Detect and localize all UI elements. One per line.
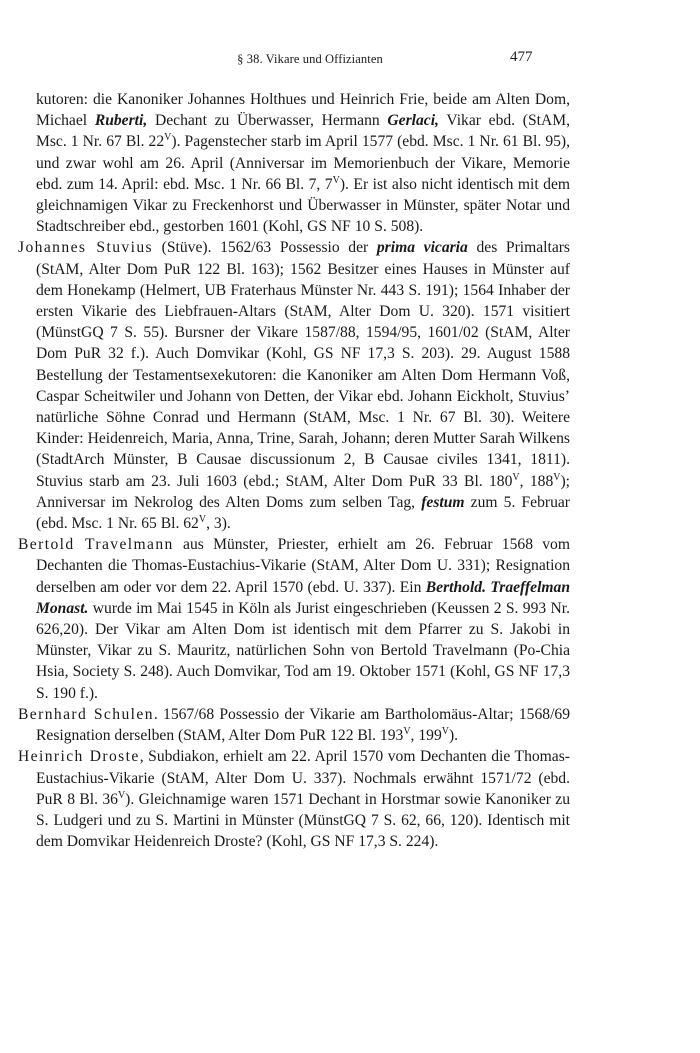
page-number: 477 (510, 49, 533, 65)
italic-term: Gerlaci, (387, 112, 439, 130)
entry-text: ). (448, 727, 459, 745)
verso-mark: V (512, 471, 520, 483)
entry-text: ). Er ist also nicht identisch mit dem gleichnamigen Vikar zu Freckenhorst und Überwasser in Münster, später Notar und Stadtschreiber ebd., gestorben 1601 (Kohl, GS NF 10 S. 508). (36, 175, 570, 236)
entry-text: wurde im Mai 1545 in Köln als Jurist eingeschrieben (Keussen 2 S. 993 Nr. 626,20). Der Vikar am Alten Dom ist identisch mit dem Pfarrer zu S. Jakobi in Münster, Vikar zu S. Mauritz, natürlichen Sohn von Bertold Travelmann (Po-Chia Hsia, Society S. 248). Auch Domvikar, Tod am 19. Oktober 1571 (Kohl, GS NF 17,3 S. 190 f.). (36, 599, 570, 702)
entry-text: , 188 (519, 472, 554, 490)
section-title: § 38. Vikare und Offizianten (237, 52, 383, 66)
entry-text: zum 5. Februar (ebd. Msc. 1 Nr. 65 Bl. 62 (36, 493, 570, 533)
entry-text: aus Münster, Priester, erhielt am 26. Februar 1568 vom Dechanten die Thomas-Eustachius-Vikarie (StAM, Alter Dom U. 331); Resignation derselben am oder vor dem 22. April 1570 (ebd. U. 337). Ein (36, 536, 570, 596)
italic-term: Berthold. Traeffelman Monast. (36, 578, 571, 617)
entry-text: ). Gleichnamige waren 1571 Dechant in Horstmar sowie Kanoniker zu S. Ludgeri und zu S. Martini in Münster (MünstGQ 7 S. 62, 66, 120). Identisch mit dem Domvikar Heidenreich Droste? (Kohl, GS NF 17,3 S. 224). (36, 790, 570, 851)
verso-mark: V (117, 789, 126, 801)
entry-continuation (18, 89, 570, 237)
entry-text: , 3). (206, 515, 231, 533)
verso-mark: V (403, 725, 411, 737)
entry-bernhard-schulen (18, 704, 570, 746)
verso-mark: V (198, 513, 207, 525)
person-name: Bernhard Schulen (18, 705, 154, 723)
entry-johannes-stuvius (18, 237, 570, 534)
person-name: Bertold Travelmann (18, 536, 174, 554)
person-name: Heinrich Droste (18, 748, 140, 766)
italic-term: Ruberti, (94, 112, 148, 130)
entry-text: (Stüve). 1562/63 Possessio der (153, 239, 377, 257)
person-name: Johannes Stuvius (18, 239, 154, 257)
entry-heinrich-droste (18, 746, 570, 852)
entry-text: ). Pagenstecher starb im April 1577 (ebd. Msc. 1 Nr. 61 Bl. 95), und zwar wohl am 26. April (Anniversar im Memorienbuch der Vikare, Memorie ebd. zum 14. April: ebd. Msc. 1 Nr. 66 Bl. 7, 7 (36, 133, 570, 193)
italic-term: prima vicaria (376, 239, 468, 257)
entry-text: . 1567/68 Possessio der Vikarie am Bartholomäus-Altar; 1568/69 Resignation derselben (StAM, Alter Dom PuR 122 Bl. 193 (36, 705, 570, 745)
page-body (18, 89, 570, 852)
entry-text: , 199 (410, 727, 442, 745)
verso-mark: V (332, 174, 340, 186)
entry-text: kutoren: die Kanoniker Johannes Holthues und Heinrich Frie, beide am Alten Dom, Michael (36, 91, 570, 130)
italic-term: festum (421, 493, 465, 511)
verso-mark: V (553, 471, 561, 483)
entry-text: , Subdiakon, erhielt am 22. April 1570 vom Dechanten die Thomas-Eustachius-Vikarie (StAM, Alter Dom U. 337). Nochmals erwähnt 1571/72 (ebd. PuR 8 Bl. 36 (36, 748, 570, 808)
entry-text: Vikar ebd. (StAM, Msc. 1 Nr. 67 Bl. 22 (36, 112, 570, 151)
entry-text: Dechant zu Überwasser, Hermann (147, 112, 388, 130)
verso-mark: V (441, 725, 449, 737)
entry-text: des Primaltars (StAM, Alter Dom PuR 122 Bl. 163); 1562 Besitzer eines Hauses in Münster auf dem Honekamp (Helmert, UB Fraterhaus Münster Nr. 443 S. 191); 1564 Inhaber der ersten Vikarie des Liebfrauen-Altars (StAM, Alter Dom U. 320). 1571 visitiert (MünstGQ 7 S. 55). Bursner der Vikare 1587/88, 1594/95, 1601/02 (StAM, Alter Dom PuR 32 f.). Auch Domvikar (Kohl, GS NF 17,3 S. 203). 29. August 1588 Bestellung der Testamentsexekutoren: die Kanoniker am Alten Dom Hermann Voß, Caspar Scheitwiler und Johann von Detten, der Vikar ebd. Johann Eickholt, Stuvius’ natürliche Söhne Conrad und Hermann (StAM, Msc. 1 Nr. 67 Bl. 30). Weitere Kinder: Heidenreich, Maria, Anna, Trine, Sarah, Johann; deren Mutter Sarah Wilkens (StadtArch Münster, B Causae discussionum 2, B Causae civiles 1341, 1811). Stuvius starb am 23. Juli 1603 (ebd.; StAM, Alter Dom PuR 33 Bl. 180 (36, 239, 571, 490)
verso-mark: V (164, 132, 172, 144)
running-head (0, 49, 700, 72)
entry-bertold-travelmann (18, 534, 570, 704)
entry-text: ); Anniversar im Nekrolog des Alten Doms zum selben Tag, (36, 472, 571, 511)
